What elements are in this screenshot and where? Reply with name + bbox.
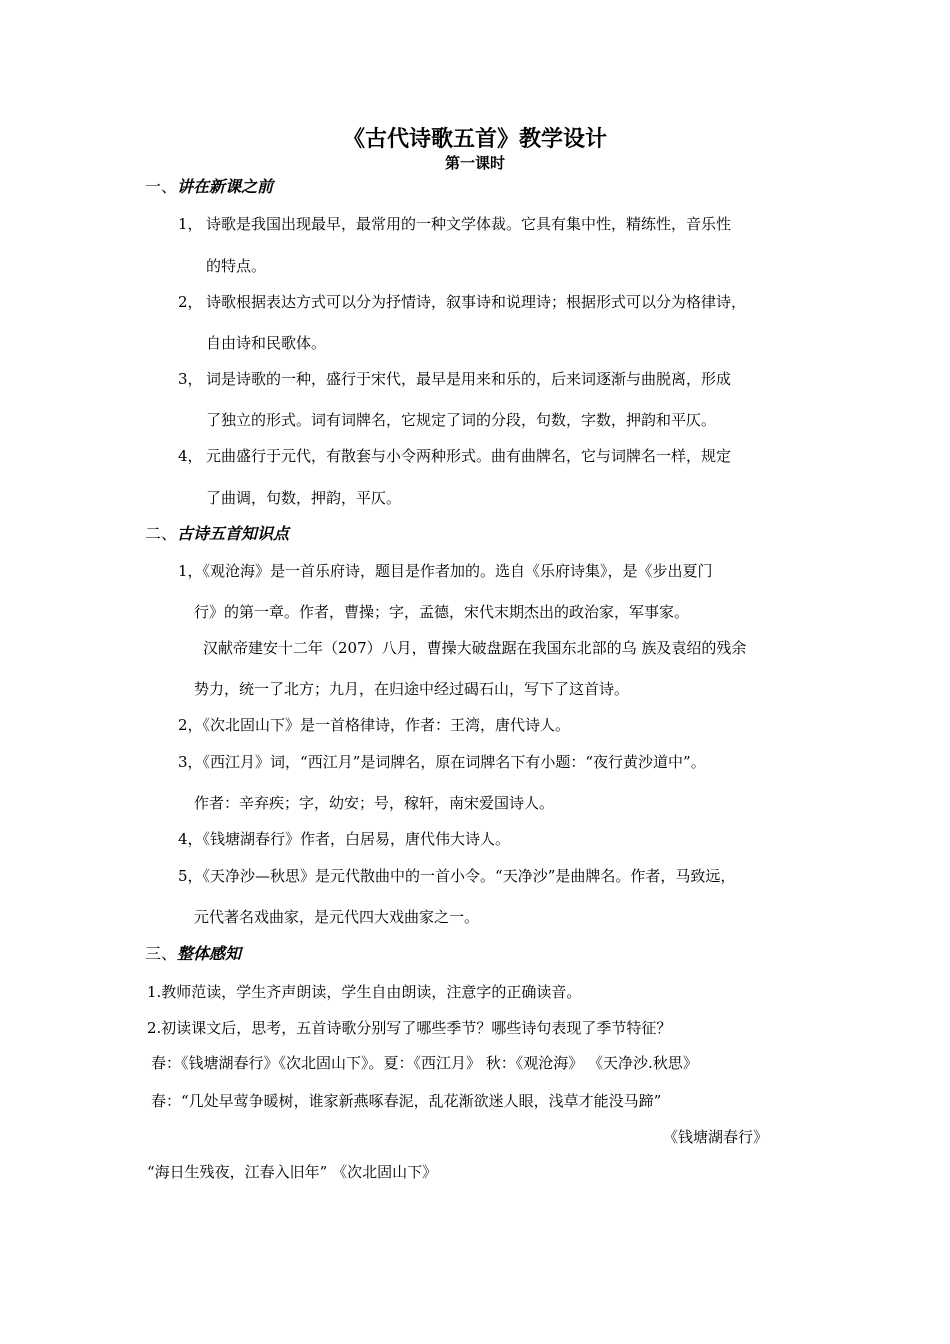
- paragraph-line: 诗歌是我国出现最早，最常用的一种文学体裁。它具有集中性，精练性，音乐性: [206, 215, 732, 233]
- section-title: 古诗五首知识点: [177, 524, 290, 543]
- paragraph-line: “海日生残夜，江春入旧年” 《次北固山下》: [147, 1163, 438, 1181]
- paragraph-line: 4，《钱塘湖春行》作者，白居易，唐代伟大诗人。: [178, 830, 511, 848]
- citation-line: 《钱塘湖春行》: [663, 1128, 769, 1146]
- paragraph-line: 3，《西江月》词，“西江月”是词牌名，原在词牌名下有小题：“夜行黄沙道中”。: [178, 753, 706, 771]
- section-title: 讲在新课之前: [177, 177, 274, 196]
- paragraph-line: 作者：辛弃疾；字，幼安；号，稼轩，南宋爱国诗人。: [194, 794, 555, 812]
- section-number: 二、: [145, 524, 178, 543]
- section-heading-3: [145, 944, 241, 964]
- paragraph-line: 元曲盛行于元代，有散套与小令两种形式。曲有曲牌名，它与词牌名一样，规定: [206, 447, 732, 465]
- list-item-number: 1，: [178, 215, 203, 233]
- page-subtitle: 第一课时: [444, 154, 505, 172]
- page-title: 《古代诗歌五首》教学设计: [342, 126, 607, 152]
- paragraph-line: 汉献帝建安十二年（207）八月，曹操大破盘踞在我国东北部的乌 族及袁绍的残余: [203, 639, 747, 657]
- section-heading-1: [145, 177, 273, 197]
- paragraph-line: 诗歌根据表达方式可以分为抒情诗，叙事诗和说理诗；根据形式可以分为格律诗，: [206, 293, 747, 311]
- paragraph-line: 行》的第一章。作者，曹操；字，孟德，宋代末期杰出的政治家，军事家。: [194, 603, 690, 621]
- paragraph-line: 1，《观沧海》是一首乐府诗，题目是作者加的。选自《乐府诗集》，是《步出夏门: [178, 562, 713, 580]
- list-item-number: 3，: [178, 370, 203, 388]
- paragraph-line: 春：《钱塘湖春行》《次北固山下》。夏：《西江月》 秋：《观沧海》 《天净沙.秋思》: [151, 1054, 698, 1072]
- paragraph-line: 了独立的形式。词有词牌名，它规定了词的分段，句数，字数，押韵和平仄。: [206, 411, 717, 429]
- paragraph-line: 自由诗和民歌体。: [206, 334, 327, 352]
- paragraph-line: 2.初读课文后，思考，五首诗歌分别写了哪些季节？哪些诗句表现了季节特征？: [147, 1019, 672, 1037]
- paragraph-line: 元代著名戏曲家，是元代四大戏曲家之一。: [194, 908, 480, 926]
- section-title: 整体感知: [177, 944, 242, 963]
- paragraph-line: 的特点。: [206, 257, 267, 275]
- paragraph-line: 1.教师范读，学生齐声朗读，学生自由朗读，注意字的正确读音。: [147, 983, 582, 1001]
- paragraph-line: 5，《天净沙—秋思》是元代散曲中的一首小令。“天净沙”是曲牌名。作者，马致远，: [178, 867, 736, 885]
- section-number: 一、: [145, 177, 178, 196]
- paragraph-line: 2，《次北固山下》是一首格律诗，作者：王湾，唐代诗人。: [178, 716, 571, 734]
- paragraph-line: 势力，统一了北方；九月，在归途中经过碣石山，写下了这首诗。: [194, 680, 630, 698]
- paragraph-line: 春：“几处早莺争暖树，谁家新燕啄春泥，乱花渐欲迷人眼，浅草才能没马蹄”: [151, 1092, 662, 1110]
- paragraph-line: 了曲调，句数，押韵，平仄。: [206, 489, 402, 507]
- section-heading-2: [145, 524, 289, 544]
- paragraph-line: 词是诗歌的一种，盛行于宋代，最早是用来和乐的，后来词逐渐与曲脱离，形成: [206, 370, 732, 388]
- list-item-number: 2，: [178, 293, 203, 311]
- section-number: 三、: [145, 944, 178, 963]
- list-item-number: 4，: [178, 447, 203, 465]
